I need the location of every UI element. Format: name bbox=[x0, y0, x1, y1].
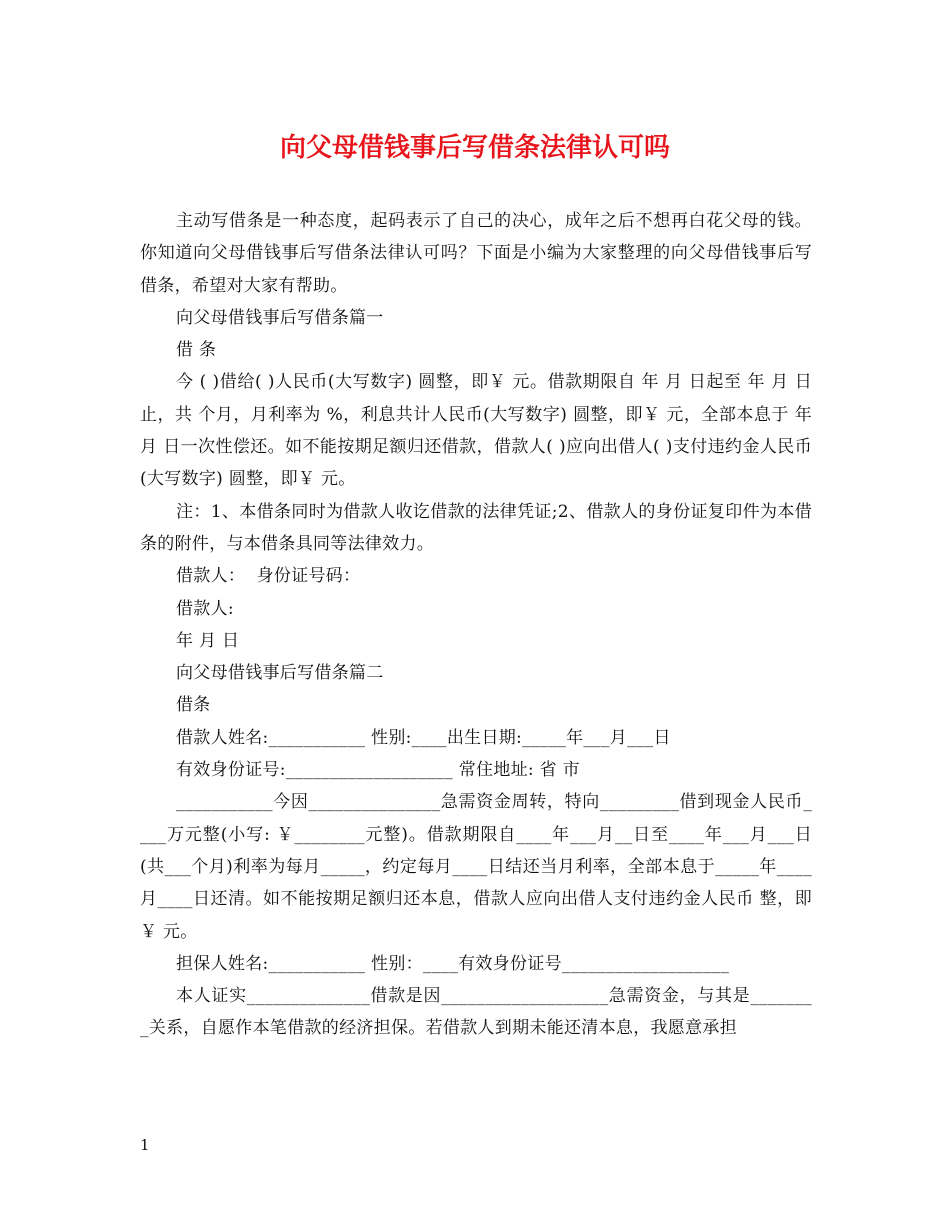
document-body bbox=[140, 205, 818, 1045]
iou-heading-two: 借条 bbox=[176, 695, 211, 716]
iou-heading: 借 条 bbox=[176, 340, 217, 361]
page-number: 1 bbox=[140, 1136, 150, 1154]
loan-terms-paragraph: ___________今因_______________急需资金周转，特向_________借到现金人民币____万元整(小写: ￥________元整)。借款期限自____年___月__日至____年___月___日(共___个月)利率为每月_____，约定每月____日结还当月利率，全部本息于_____年____月____日还清。如不能按期足额归还本息，借款人应向出借人支付违约金人民币 整，即￥ 元。 bbox=[140, 792, 812, 942]
document-title: 向父母借钱事后写借条法律认可吗 bbox=[279, 133, 670, 163]
borrower-line: 借款人: bbox=[176, 598, 234, 619]
section-heading-two: 向父母借钱事后写借条篇二 bbox=[176, 663, 384, 684]
borrower-info-line: 借款人姓名:___________ 性别:____出生日期:_____年___月___日 bbox=[176, 727, 671, 748]
iou-note-paragraph: 注：1、本借条同时为借款人收讫借款的法律凭证;2、借款人的身份证复印件为本借条的附件，与本借条具同等法律效力。 bbox=[140, 501, 812, 554]
date-line: 年 月 日 bbox=[176, 630, 240, 651]
iou-terms-paragraph: 今 ( )借给( )人民币(大写数字) 圆整，即￥ 元。借款期限自 年 月 日起至 年 月 日止，共 个月，月利率为 %，利息共计人民币(大写数字) 圆整，即￥ 元，全部本息于 年 月 日一次性偿还。如不能按期足额归还借款，借款人( )应向出借人( )支付违约金人民币(大写数字) 圆整，即￥ 元。 bbox=[140, 372, 818, 490]
guarantor-info-line: 担保人姓名:___________ 性别：____有效身份证号___________________ bbox=[176, 953, 730, 974]
borrower-id-line: 借款人： 身份证号码： bbox=[176, 566, 361, 587]
intro-paragraph: 主动写借条是一种态度，起码表示了自己的决心，成年之后不想再白花父母的钱。你知道向父母借钱事后写借条法律认可吗？下面是小编为大家整理的向父母借钱事后写借条，希望对大家有帮助。 bbox=[140, 211, 812, 296]
guarantor-statement-paragraph: 本人证实______________借款是因___________________急需资金，与其是________关系，自愿作本笔借款的经济担保。若借款人到期未能还清本息，我愿意承担 bbox=[140, 986, 812, 1039]
section-heading-one: 向父母借钱事后写借条篇一 bbox=[176, 307, 384, 328]
id-address-line: 有效身份证号:___________________ 常住地址: 省 市 bbox=[176, 760, 580, 781]
